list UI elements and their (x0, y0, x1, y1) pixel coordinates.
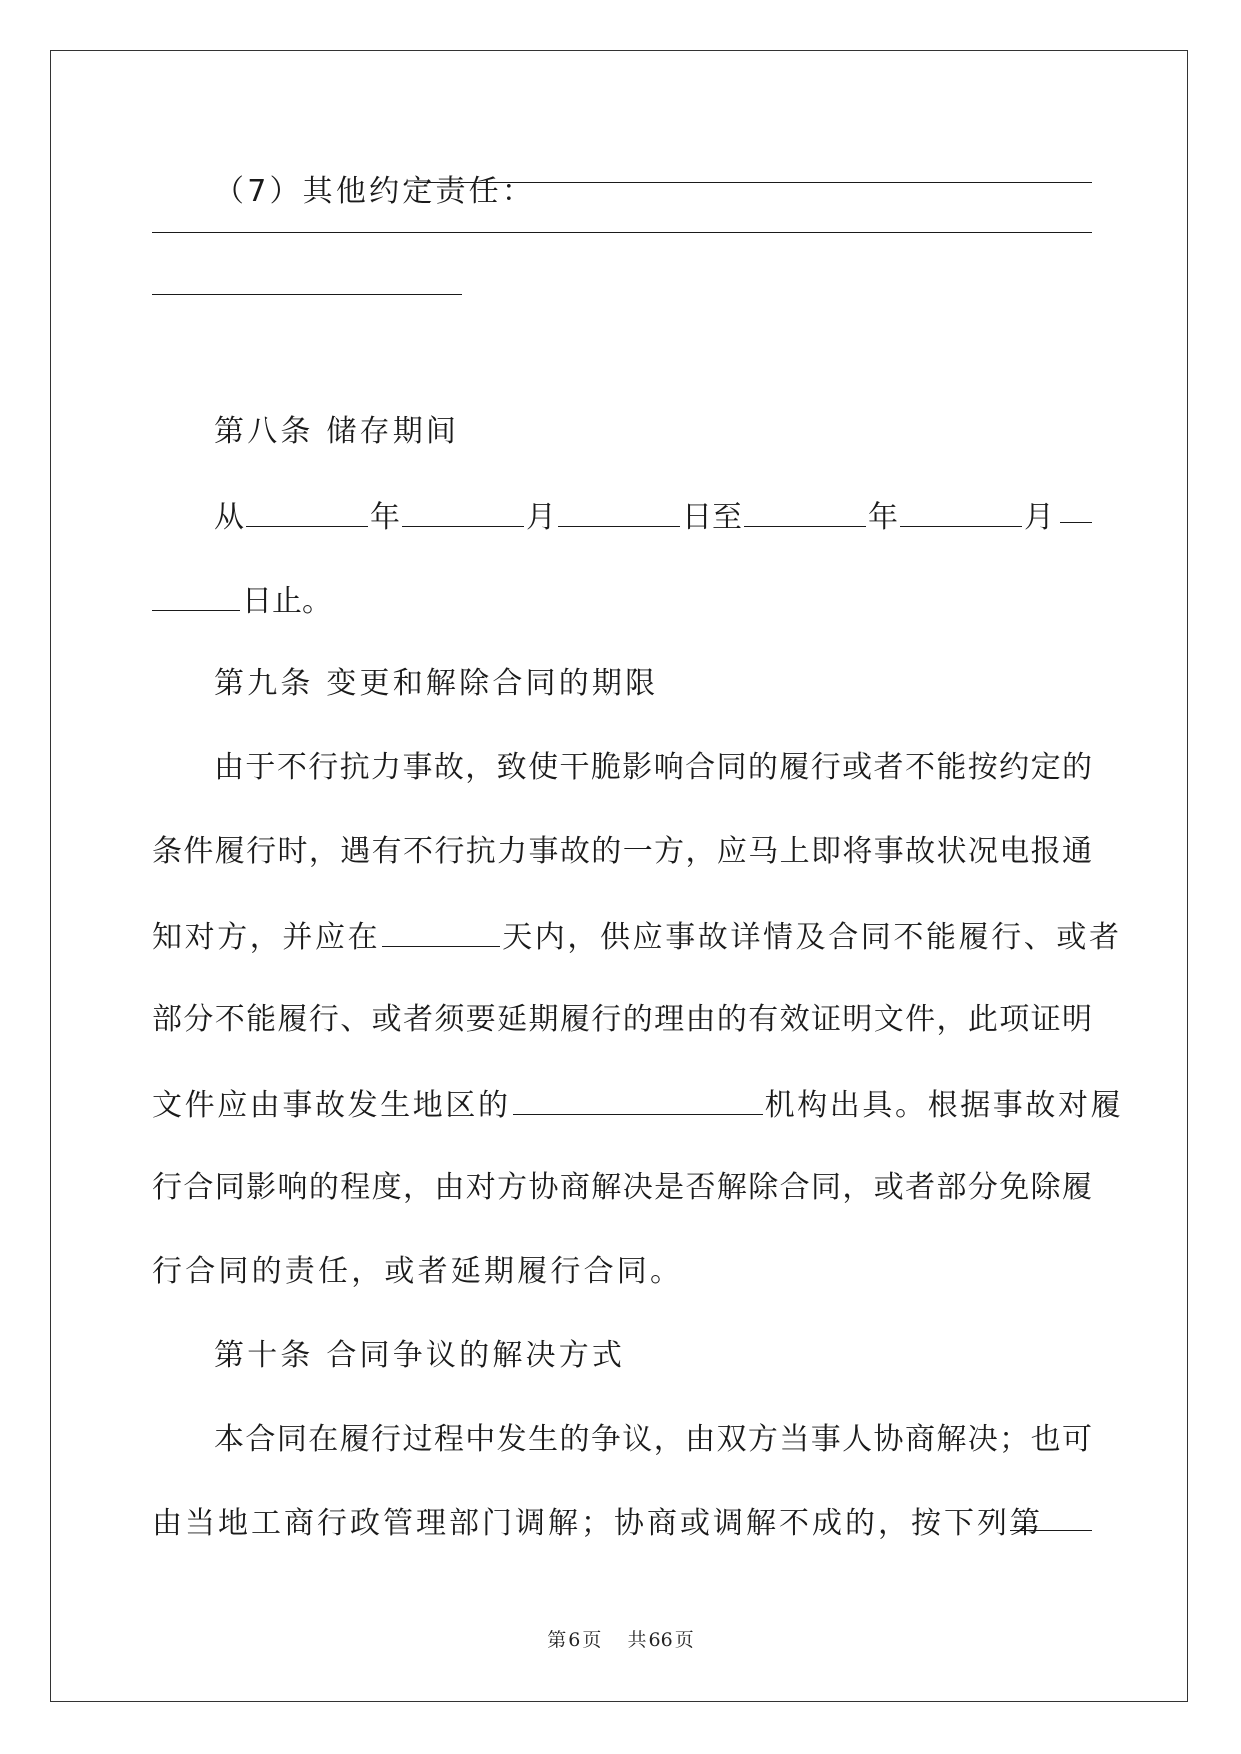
article-9-title (152, 664, 1092, 704)
page-footer (0, 1625, 1241, 1652)
fill-blank (402, 496, 524, 527)
period-text: 月 (526, 500, 556, 535)
fill-blank-line (1010, 1530, 1092, 1531)
body-text: 由当地工商行政管理部门调解；协商或调解不成的，按下列第 (152, 1506, 1043, 1541)
fill-blank-line (1060, 522, 1092, 523)
fill-blank (152, 580, 240, 611)
period-text: 年 (370, 500, 400, 535)
fill-blank (900, 496, 1022, 527)
article-9-line: 部分不能履行、或者须要延期履行的理由的有效证明文件，此项证明 (152, 1002, 1092, 1037)
article-9-line: 行合同的责任，或者延期履行合同。 (152, 1254, 684, 1289)
total-pages: 66 (648, 1629, 673, 1651)
fill-blank (382, 916, 500, 947)
footer-text: 页 (582, 1629, 602, 1651)
period-text: 月 (1024, 500, 1054, 535)
article-title-text: 第八条 储存期间 (214, 414, 460, 449)
footer-text: 第 (547, 1629, 567, 1651)
article-10-title (152, 1336, 1092, 1376)
article-9-line: 条件履行时，遇有不行抗力事故的一方，应马上即将事故状况电报通 (152, 834, 1092, 869)
fill-blank (744, 496, 866, 527)
fill-blank (246, 496, 368, 527)
period-text: 日至 (682, 500, 742, 535)
clause-7-line (152, 172, 1092, 212)
fill-blank-line (414, 182, 1092, 183)
article-title-text: 第十条 合同争议的解决方式 (214, 1338, 626, 1373)
body-text: 文件应由事故发生地区的 (152, 1088, 511, 1123)
page-number: 6 (568, 1629, 581, 1651)
footer-text: 共 (627, 1629, 647, 1651)
article-9-line (152, 916, 1122, 958)
period-text: 从 (214, 500, 244, 535)
article-9-line: 由于不行抗力事故，致使干脆影响合同的履行或者不能按约定的 (214, 750, 1092, 785)
period-text: 日止。 (242, 584, 332, 619)
article-title-text: 第九条 变更和解除合同的期限 (214, 666, 659, 701)
article-8-title (152, 412, 1092, 452)
fill-blank (513, 1084, 763, 1115)
body-text: 机构出具。根据事故对履 (764, 1088, 1124, 1123)
article-10-line (152, 1504, 1092, 1544)
article-9-line (152, 1084, 1124, 1126)
body-text: 知对方，并应在 (152, 920, 381, 955)
article-8-period-end (152, 580, 1092, 622)
footer-text: 页 (674, 1629, 694, 1651)
article-8-period-line (152, 496, 1092, 538)
fill-blank-line (152, 232, 1092, 233)
fill-blank (558, 496, 680, 527)
article-10-line: 本合同在履行过程中发生的争议，由双方当事人协商解决；也可 (214, 1422, 1092, 1457)
article-9-line: 行合同影响的程度，由对方协商解决是否解除合同，或者部分免除履 (152, 1170, 1092, 1205)
fill-blank-line (152, 294, 462, 295)
body-text: 天内，供应事故详情及合同不能履行、或者 (502, 920, 1122, 955)
clause-7-label: （7）其他约定责任： (214, 174, 536, 209)
period-text: 年 (868, 500, 898, 535)
